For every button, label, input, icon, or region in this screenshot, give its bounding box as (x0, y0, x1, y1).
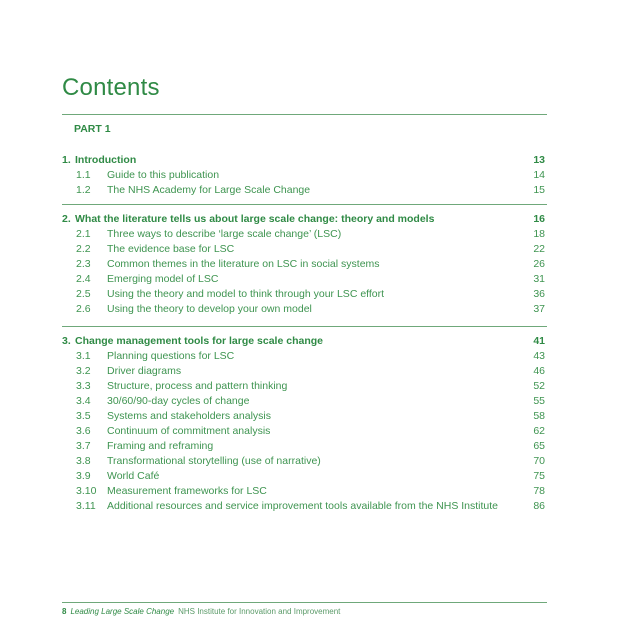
item-title: Using the theory to develop your own model (107, 303, 312, 315)
toc-item[interactable] (62, 469, 547, 484)
item-page: 52 (533, 380, 545, 392)
item-number: 2.4 (76, 273, 91, 285)
item-page: 46 (533, 365, 545, 377)
footer-publication-title: Leading Large Scale Change (70, 607, 175, 616)
section-page: 16 (533, 213, 545, 225)
item-number: 3.8 (76, 455, 91, 467)
item-title: Planning questions for LSC (107, 350, 235, 362)
section-title: Change management tools for large scale change (75, 335, 323, 347)
toc-section-2 (62, 212, 547, 317)
item-page: 75 (533, 470, 545, 482)
item-title: Emerging model of LSC (107, 273, 219, 285)
item-number: 3.6 (76, 425, 91, 437)
section-page: 41 (533, 335, 545, 347)
item-page: 37 (533, 303, 545, 315)
item-page: 70 (533, 455, 545, 467)
toc-section-heading[interactable] (62, 153, 547, 168)
page-title: Contents (62, 74, 160, 102)
item-number: 2.6 (76, 303, 91, 315)
toc-section-3 (62, 334, 547, 514)
toc-item[interactable] (62, 349, 547, 364)
item-title: Common themes in the literature on LSC in social systems (107, 258, 380, 270)
item-title: Measurement frameworks for LSC (107, 485, 267, 497)
toc-item[interactable] (62, 257, 547, 272)
part-label: PART 1 (74, 123, 111, 135)
toc-item[interactable] (62, 287, 547, 302)
toc-item[interactable] (62, 168, 547, 183)
item-title: Using the theory and model to think through your LSC effort (107, 288, 385, 300)
toc-section-1 (62, 153, 547, 198)
toc-item[interactable] (62, 379, 547, 394)
item-page: 22 (533, 243, 545, 255)
section-number: 3. (62, 335, 71, 347)
toc-item[interactable] (62, 394, 547, 409)
item-number: 3.7 (76, 440, 91, 452)
item-page: 58 (533, 410, 545, 422)
item-page: 78 (533, 485, 545, 497)
title-divider (62, 114, 547, 115)
item-page: 31 (533, 273, 545, 285)
item-title: The NHS Academy for Large Scale Change (107, 184, 311, 196)
item-number: 2.2 (76, 243, 91, 255)
footer-organisation: NHS Institute for Innovation and Improvement (178, 607, 341, 616)
item-title: Additional resources and service improvement tools available from the NHS Institute (107, 500, 499, 512)
item-number: 3.3 (76, 380, 91, 392)
item-page: 55 (533, 395, 545, 407)
toc-item[interactable] (62, 302, 547, 317)
toc-item[interactable] (62, 499, 547, 514)
item-page: 15 (533, 184, 545, 196)
toc-section-heading[interactable] (62, 212, 547, 227)
item-title: Guide to this publication (107, 169, 220, 181)
section-divider (62, 326, 547, 327)
item-number: 3.11 (76, 500, 96, 512)
toc-item[interactable] (62, 242, 547, 257)
item-title: Systems and stakeholders analysis (107, 410, 271, 422)
item-number: 3.4 (76, 395, 91, 407)
item-number: 2.5 (76, 288, 91, 300)
item-number: 2.1 (76, 228, 91, 240)
section-number: 1. (62, 154, 71, 166)
item-title: Three ways to describe ‘large scale change’ (LSC) (107, 228, 342, 240)
toc-section-heading[interactable] (62, 334, 547, 349)
section-divider (62, 204, 547, 205)
item-title: Continuum of commitment analysis (107, 425, 271, 437)
item-title: Driver diagrams (107, 365, 182, 377)
item-title: Transformational storytelling (use of narrative) (107, 455, 321, 467)
item-number: 3.1 (76, 350, 91, 362)
item-page: 65 (533, 440, 545, 452)
item-title: The evidence base for LSC (107, 243, 235, 255)
item-number: 3.10 (76, 485, 97, 497)
toc-item[interactable] (62, 454, 547, 469)
toc-item[interactable] (62, 409, 547, 424)
item-page: 36 (533, 288, 545, 300)
item-page: 18 (533, 228, 545, 240)
toc-item[interactable] (62, 183, 547, 198)
item-number: 3.9 (76, 470, 91, 482)
item-page: 26 (533, 258, 545, 270)
item-page: 62 (533, 425, 545, 437)
item-number: 1.2 (76, 184, 91, 196)
section-title: What the literature tells us about large scale change: theory and models (75, 213, 435, 225)
footer-page-number: 8 (62, 607, 67, 616)
item-title: World Café (107, 470, 160, 482)
toc-item[interactable] (62, 439, 547, 454)
toc-item[interactable] (62, 484, 547, 499)
toc-item[interactable] (62, 364, 547, 379)
section-page: 13 (533, 154, 545, 166)
item-number: 3.5 (76, 410, 91, 422)
section-title: Introduction (75, 154, 137, 166)
footer-divider (62, 602, 547, 603)
toc-item[interactable] (62, 424, 547, 439)
item-title: 30/60/90-day cycles of change (107, 395, 250, 407)
item-number: 1.1 (76, 169, 91, 181)
toc-item[interactable] (62, 227, 547, 242)
item-title: Structure, process and pattern thinking (107, 380, 288, 392)
item-page: 86 (533, 500, 545, 512)
item-page: 43 (533, 350, 545, 362)
item-number: 2.3 (76, 258, 91, 270)
item-title: Framing and reframing (107, 440, 214, 452)
toc-item[interactable] (62, 272, 547, 287)
section-number: 2. (62, 213, 71, 225)
item-number: 3.2 (76, 365, 91, 377)
page-footer (62, 607, 340, 616)
item-page: 14 (533, 169, 545, 181)
